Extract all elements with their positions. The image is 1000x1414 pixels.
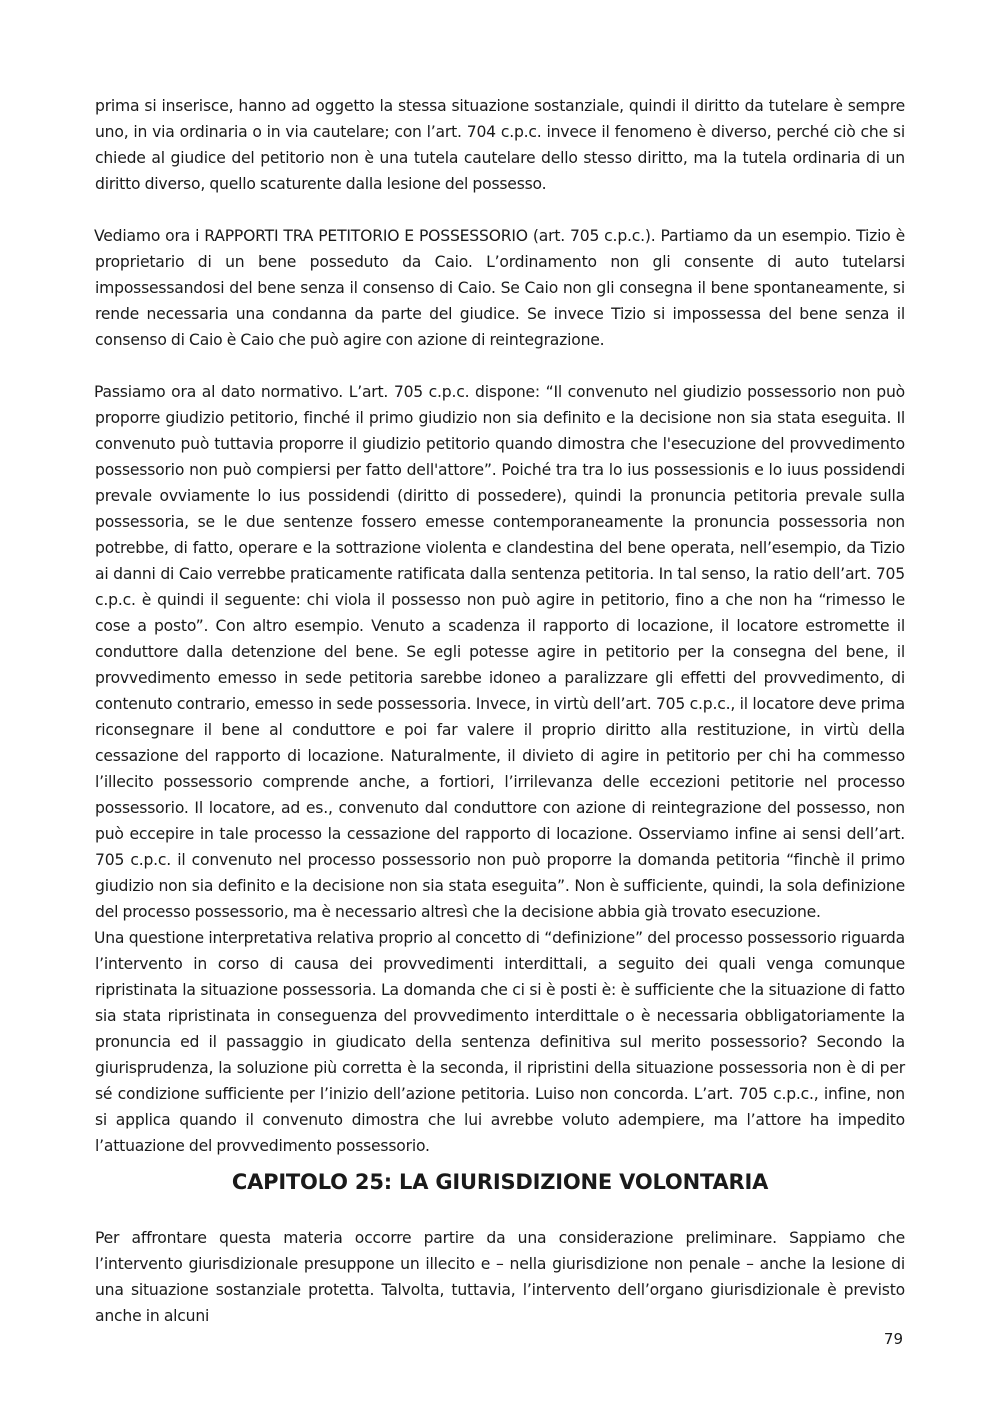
paragraph: Una questione interpretativa relativa proprio al concetto di “definizione” del processo possessorio riguarda l’intervento in corso di causa dei provvedimenti interdittali, a seguito dei quali venga comunque ripristinata la situazione possessoria. La domanda che ci si è posti è: è sufficiente che la situazione di fatto sia stata ripristinata in conseguenza del provvedimento interdittale o è necessaria obbligatoriamente la pronuncia ed il passaggio in giudicato della sentenza definitiva sul merito possessorio? Secondo la giurisprudenza, la soluzione più corretta è la seconda, il ripristini della situazione possessoria non è di per sé condizione sufficiente per l’inizio dell’azione petitoria. Luiso non concorda. L’art. 705 c.p.c., infine, non si applica quando il convenuto dimostra che lui avrebbe voluto adempiere, ma l’attore ha impedito l’attuazione del provvedimento possessorio. <box>94 929 905 1155</box>
paragraph: prima si inserisce, hanno ad oggetto la stessa situazione sostanziale, quindi il diritto da tutelare è sempre uno, in via ordinaria o in via cautelare; con l’art. 704 c.p.c. invece il fenomeno è diverso, perché ciò che si chiede al giudice del petitorio non è una tutela cautelare dello stesso diritto, ma la tutela ordinaria di un diritto diverso, quello scaturente dalla lesione del possesso. <box>95 97 905 193</box>
page-number: 79 <box>883 1330 903 1348</box>
paragraph: Per affrontare questa materia occorre partire da una considerazione preliminare. Sappiamo che l’intervento giurisdizionale presuppone un illecito e – nella giurisdizione non penale – anche la lesione di una situazione sostanziale protetta. Talvolta, tuttavia, l’intervento dell’organo giurisdizionale è previsto anche in alcuni <box>95 1229 905 1325</box>
page-content <box>95 93 905 1329</box>
chapter-title: CAPITOLO 25: LA GIURISDIZIONE VOLONTARIA <box>231 1170 769 1194</box>
paragraph: Passiamo ora al dato normativo. L’art. 705 c.p.c. dispone: “Il convenuto nel giudizio possessorio non può proporre giudizio petitorio, finché il primo giudizio non sia definito e la decisione non sia stata eseguita. Il convenuto può tuttavia proporre il giudizio petitorio quando dimostra che l'esecuzione del provvedimento possessorio non può compiersi per fatto dell'attore”. Poiché tra tra lo ius possessionis e lo iuus possidendi prevale ovviamente lo ius possidendi (diritto di possedere), quindi la pronuncia petitoria prevale sulla possessoria, se le due sentenze fossero emesse contemporaneamente la pronuncia possessoria non potrebbe, di fatto, operare e la sottrazione violenta e clandestina del bene operata, nell’esempio, da Tizio ai danni di Caio verrebbe praticamente ratificata dalla sentenza petitoria. In tal senso, la ratio dell’art. 705 c.p.c. è quindi il seguente: chi viola il possesso non può agire in petitorio, fino a che non ha “rimesso le cose a posto”. Con altro esempio. Venuto a scadenza il rapporto di locazione, il locatore estromette il conduttore dalla detenzione del bene. Se egli potesse agire in petitorio per la consegna del bene, il provvedimento emesso in sede petitoria sarebbe idoneo a paralizzare gli effetti del provvedimento, di contenuto contrario, emesso in sede possessoria. Invece, in virtù dell’art. 705 c.p.c., il locatore deve prima riconsegnare il bene al conduttore e poi far valere il proprio diritto alla restituzione, in virtù della cessazione del rapporto di locazione. Naturalmente, il divieto di agire in petitorio per chi ha commesso l’illecito possessorio comprende anche, a fortiori, l’irrilevanza delle eccezioni petitorie nel processo possessorio. Il locatore, ad es., convenuto dal conduttore con azione di reintegrazione del possesso, non può eccepire in tale processo la cessazione del rapporto di locazione. Osserviamo infine ai sensi dell’art. 705 c.p.c. il convenuto nel processo possessorio non può proporre la domanda petitoria “finchè il primo giudizio non sia definito e la decisione non sia stata eseguita”. Non è sufficiente, quindi, la sola definizione del processo possessorio, ma è necessario altresì che la decisione abbia già trovato esecuzione. <box>94 383 905 921</box>
paragraph: Vediamo ora i RAPPORTI TRA PETITORIO E POSSESSORIO (art. 705 c.p.c.). Partiamo da un esempio. Tizio è proprietario di un bene posseduto da Caio. L’ordinamento non gli consente di auto tutelarsi impossessandosi del bene senza il consenso di Caio. Se Caio non gli consegna il bene spontaneamente, si rende necessaria una condanna da parte del giudice. Se invece Tizio si impossessa del bene senza il consenso di Caio è Caio che può agire con azione di reintegrazione. <box>94 227 905 349</box>
